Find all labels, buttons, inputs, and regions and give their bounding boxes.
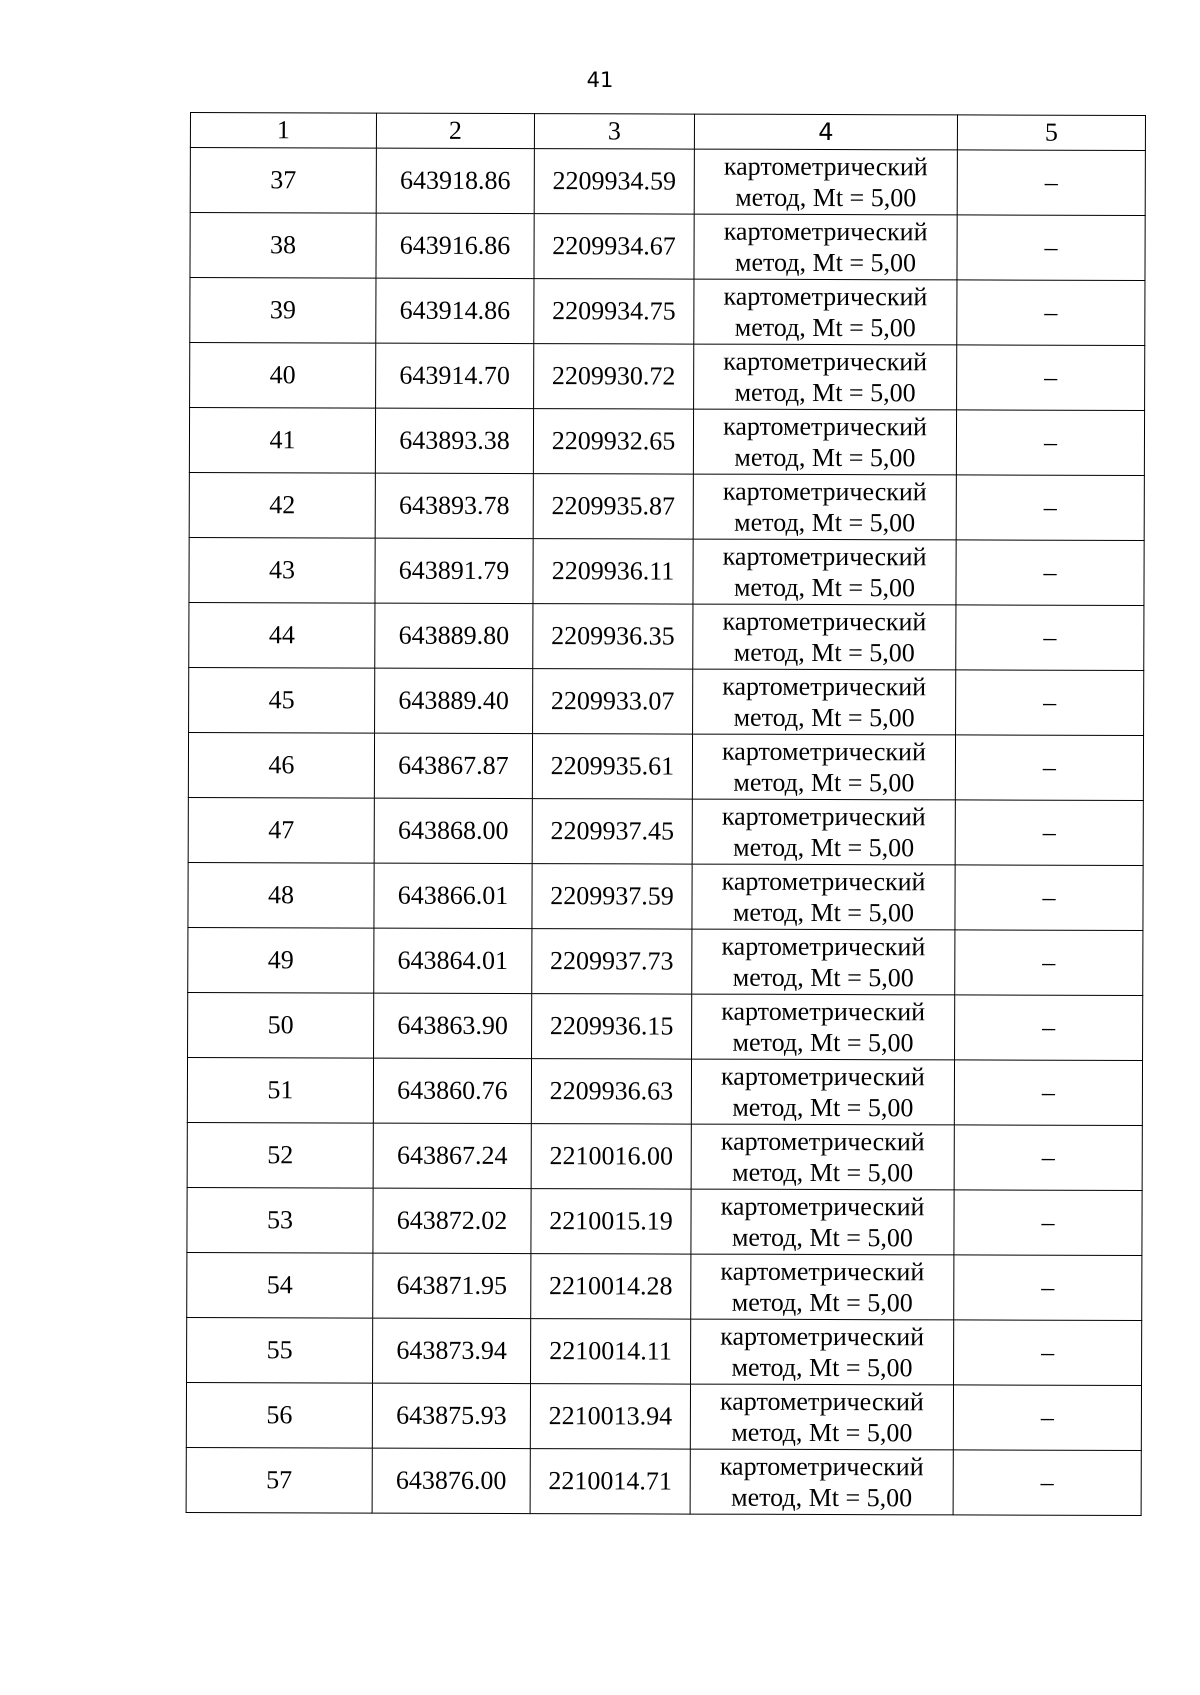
table-row bbox=[189, 667, 1144, 735]
method-line-1: картометрический bbox=[723, 216, 928, 247]
point-number-cell: 47 bbox=[188, 797, 374, 863]
coordinate-x-cell: 643868.00 bbox=[374, 798, 532, 863]
note-cell: – bbox=[956, 410, 1144, 476]
point-number-cell: 49 bbox=[188, 927, 374, 993]
table-row bbox=[187, 1317, 1142, 1385]
point-number-cell: 38 bbox=[190, 213, 376, 279]
method-cell bbox=[694, 279, 957, 345]
note-cell: – bbox=[955, 865, 1143, 931]
method-cell bbox=[692, 929, 955, 995]
coordinate-x-cell: 643871.95 bbox=[373, 1253, 531, 1318]
note-cell: – bbox=[957, 345, 1145, 411]
method-cell bbox=[691, 1319, 954, 1385]
method-cell bbox=[691, 1254, 954, 1320]
method-cell bbox=[692, 994, 955, 1060]
table-row bbox=[187, 1252, 1142, 1320]
method-cell bbox=[693, 604, 956, 670]
note-cell: – bbox=[956, 540, 1144, 606]
column-header-2: 2 bbox=[376, 113, 534, 148]
method-line-2: метод, Mt = 5,00 bbox=[731, 1482, 913, 1513]
method-line-1: картометрический bbox=[722, 606, 927, 637]
coordinate-y-cell: 2209935.87 bbox=[533, 474, 693, 540]
method-cell bbox=[693, 409, 956, 475]
note-cell: – bbox=[955, 800, 1143, 866]
note-cell: – bbox=[954, 1125, 1142, 1191]
method-line-2: метод, Mt = 5,00 bbox=[733, 702, 915, 733]
method-cell bbox=[691, 1124, 954, 1190]
coordinate-x-cell: 643891.79 bbox=[375, 538, 533, 603]
note-cell: – bbox=[957, 150, 1145, 216]
page-number: 41 bbox=[586, 68, 614, 92]
point-number-cell: 44 bbox=[189, 602, 375, 668]
coordinate-y-cell: 2209934.59 bbox=[534, 149, 694, 215]
note-cell: – bbox=[954, 1255, 1142, 1321]
coordinate-x-cell: 643889.40 bbox=[375, 668, 533, 733]
method-line-1: картометрический bbox=[721, 1061, 925, 1092]
point-number-cell: 51 bbox=[187, 1057, 373, 1123]
point-number-cell: 43 bbox=[189, 537, 375, 603]
coordinate-x-cell: 643867.87 bbox=[374, 733, 532, 798]
method-line-2: метод, Mt = 5,00 bbox=[732, 962, 914, 993]
method-line-2: метод, Mt = 5,00 bbox=[734, 312, 916, 343]
column-header-5: 5 bbox=[957, 115, 1145, 151]
point-number-cell: 54 bbox=[187, 1252, 373, 1318]
note-cell: – bbox=[956, 605, 1144, 671]
coordinate-y-cell: 2210014.11 bbox=[531, 1319, 691, 1385]
point-number-cell: 50 bbox=[188, 992, 374, 1058]
coordinate-x-cell: 643864.01 bbox=[374, 928, 532, 993]
coordinate-y-cell: 2209936.35 bbox=[533, 604, 693, 670]
note-cell: – bbox=[954, 1190, 1142, 1256]
method-line-2: метод, Mt = 5,00 bbox=[734, 442, 916, 473]
coordinate-y-cell: 2209937.45 bbox=[532, 799, 692, 865]
column-header-1: 1 bbox=[190, 113, 376, 149]
coordinate-y-cell: 2209930.72 bbox=[534, 344, 694, 410]
note-cell: – bbox=[955, 930, 1143, 996]
table-row bbox=[189, 472, 1144, 540]
note-cell: – bbox=[954, 1060, 1142, 1126]
method-line-2: метод, Mt = 5,00 bbox=[731, 1352, 913, 1383]
method-line-2: метод, Mt = 5,00 bbox=[731, 1417, 913, 1448]
method-line-1: картометрический bbox=[723, 281, 928, 312]
method-cell bbox=[692, 864, 955, 930]
method-cell bbox=[692, 734, 955, 800]
coordinate-y-cell: 2209934.75 bbox=[534, 279, 694, 345]
method-line-1: картометрический bbox=[722, 671, 927, 702]
point-number-cell: 46 bbox=[188, 732, 374, 798]
coordinate-y-cell: 2209932.65 bbox=[533, 409, 693, 475]
coordinate-x-cell: 643893.38 bbox=[375, 408, 533, 473]
table-row bbox=[186, 1447, 1141, 1515]
note-cell: – bbox=[957, 280, 1145, 346]
coordinate-y-cell: 2209936.15 bbox=[532, 994, 692, 1060]
coordinate-x-cell: 643875.93 bbox=[372, 1383, 530, 1448]
method-line-2: метод, Mt = 5,00 bbox=[733, 832, 915, 863]
coordinate-y-cell: 2210016.00 bbox=[531, 1124, 691, 1190]
coordinate-x-cell: 643916.86 bbox=[376, 213, 534, 278]
coordinate-x-cell: 643914.70 bbox=[376, 343, 534, 408]
method-line-2: метод, Mt = 5,00 bbox=[731, 1222, 914, 1253]
coordinate-x-cell: 643876.00 bbox=[372, 1448, 530, 1513]
method-line-1: картометрический bbox=[722, 736, 926, 767]
coordinate-x-cell: 643872.02 bbox=[373, 1188, 531, 1253]
point-number-cell: 57 bbox=[186, 1447, 372, 1513]
method-line-2: метод, Mt = 5,00 bbox=[734, 507, 916, 538]
method-line-2: метод, Mt = 5,00 bbox=[733, 767, 915, 798]
table-row bbox=[189, 408, 1144, 476]
method-cell bbox=[694, 344, 957, 410]
method-line-1: картометрический bbox=[723, 346, 928, 377]
coordinates-table-container bbox=[190, 112, 1145, 1513]
header-row bbox=[190, 113, 1145, 151]
method-line-2: метод, Mt = 5,00 bbox=[734, 247, 917, 278]
table-row bbox=[188, 927, 1143, 995]
method-cell bbox=[690, 1384, 953, 1450]
table-row bbox=[189, 602, 1144, 670]
method-line-1: картометрический bbox=[723, 151, 928, 182]
table-row bbox=[187, 1122, 1142, 1190]
method-cell bbox=[692, 799, 955, 865]
coordinate-y-cell: 2209936.11 bbox=[533, 539, 693, 605]
column-header-4: 4 bbox=[694, 114, 957, 150]
point-number-cell: 55 bbox=[187, 1317, 373, 1383]
coordinate-x-cell: 643867.24 bbox=[373, 1123, 531, 1188]
method-line-1: картометрический bbox=[722, 476, 927, 507]
point-number-cell: 40 bbox=[190, 343, 376, 409]
point-number-cell: 37 bbox=[190, 148, 376, 214]
method-line-2: метод, Mt = 5,00 bbox=[733, 637, 915, 668]
method-line-2: метод, Mt = 5,00 bbox=[733, 572, 916, 603]
coordinate-x-cell: 643889.80 bbox=[375, 603, 533, 668]
note-cell: – bbox=[955, 995, 1143, 1061]
method-line-1: картометрический bbox=[720, 1256, 925, 1287]
coordinate-x-cell: 643873.94 bbox=[373, 1318, 531, 1383]
point-number-cell: 41 bbox=[189, 408, 375, 474]
coordinate-y-cell: 2209937.73 bbox=[532, 929, 692, 995]
coordinate-y-cell: 2209935.61 bbox=[532, 734, 692, 800]
method-line-2: метод, Mt = 5,00 bbox=[734, 377, 916, 408]
note-cell: – bbox=[953, 1450, 1141, 1516]
coordinate-x-cell: 643866.01 bbox=[374, 863, 532, 928]
method-line-1: картометрический bbox=[722, 541, 927, 572]
coordinate-y-cell: 2210013.94 bbox=[530, 1384, 690, 1450]
table-row bbox=[187, 1187, 1142, 1255]
note-cell: – bbox=[953, 1385, 1141, 1451]
note-cell: – bbox=[954, 1320, 1142, 1386]
table-row bbox=[189, 537, 1144, 605]
method-cell bbox=[691, 1059, 954, 1125]
method-cell bbox=[690, 1449, 953, 1515]
method-line-2: метод, Mt = 5,00 bbox=[735, 182, 917, 213]
coordinate-x-cell: 643863.90 bbox=[374, 993, 532, 1058]
table-row bbox=[190, 213, 1145, 281]
point-number-cell: 56 bbox=[186, 1382, 372, 1448]
method-line-1: картометрический bbox=[719, 1451, 924, 1482]
method-line-1: картометрический bbox=[720, 1321, 925, 1352]
method-cell bbox=[693, 474, 956, 540]
method-cell bbox=[694, 149, 957, 215]
coordinate-x-cell: 643914.86 bbox=[376, 278, 534, 343]
method-line-1: картометрический bbox=[721, 801, 926, 832]
coordinate-y-cell: 2209937.59 bbox=[532, 864, 692, 930]
note-cell: – bbox=[956, 670, 1144, 736]
point-number-cell: 42 bbox=[189, 472, 375, 538]
table-row bbox=[188, 797, 1143, 865]
coordinate-y-cell: 2209933.07 bbox=[533, 669, 693, 735]
table-row bbox=[190, 278, 1145, 346]
coordinate-y-cell: 2210014.71 bbox=[530, 1449, 690, 1515]
table-body bbox=[186, 148, 1145, 1516]
table-row bbox=[188, 992, 1143, 1060]
method-line-1: картометрический bbox=[720, 1386, 924, 1417]
coordinate-y-cell: 2209934.67 bbox=[534, 214, 694, 280]
table-row bbox=[190, 343, 1145, 411]
table-row bbox=[187, 1057, 1142, 1125]
method-cell bbox=[693, 669, 956, 735]
coordinate-x-cell: 643918.86 bbox=[376, 148, 534, 213]
method-line-1: картометрический bbox=[721, 996, 926, 1027]
point-number-cell: 39 bbox=[190, 278, 376, 344]
method-line-1: картометрический bbox=[720, 1126, 925, 1157]
point-number-cell: 52 bbox=[187, 1122, 373, 1188]
table-row bbox=[190, 148, 1145, 216]
table-row bbox=[188, 862, 1143, 930]
point-number-cell: 48 bbox=[188, 862, 374, 928]
column-header-3: 3 bbox=[534, 114, 694, 150]
coordinate-y-cell: 2209936.63 bbox=[531, 1059, 691, 1125]
note-cell: – bbox=[956, 475, 1144, 541]
method-cell bbox=[694, 214, 957, 280]
point-number-cell: 45 bbox=[189, 667, 375, 733]
method-line-1: картометрический bbox=[723, 411, 927, 442]
method-line-1: картометрический bbox=[721, 866, 926, 897]
method-line-1: картометрический bbox=[720, 1191, 925, 1222]
method-cell bbox=[691, 1189, 954, 1255]
method-cell bbox=[693, 539, 956, 605]
method-line-1: картометрический bbox=[721, 931, 926, 962]
coordinate-x-cell: 643860.76 bbox=[373, 1058, 531, 1123]
method-line-2: метод, Mt = 5,00 bbox=[731, 1287, 913, 1318]
table-row bbox=[188, 732, 1143, 800]
coordinate-y-cell: 2210015.19 bbox=[531, 1189, 691, 1255]
point-number-cell: 53 bbox=[187, 1187, 373, 1253]
note-cell: – bbox=[955, 735, 1143, 801]
method-line-2: метод, Mt = 5,00 bbox=[732, 897, 915, 928]
coordinate-y-cell: 2210014.28 bbox=[531, 1254, 691, 1320]
table-row bbox=[186, 1382, 1141, 1450]
method-line-2: метод, Mt = 5,00 bbox=[732, 1027, 914, 1058]
coordinate-x-cell: 643893.78 bbox=[375, 473, 533, 538]
note-cell: – bbox=[957, 215, 1145, 281]
method-line-2: метод, Mt = 5,00 bbox=[732, 1157, 914, 1188]
coordinates-table bbox=[186, 112, 1146, 1516]
method-line-2: метод, Mt = 5,00 bbox=[732, 1092, 914, 1123]
